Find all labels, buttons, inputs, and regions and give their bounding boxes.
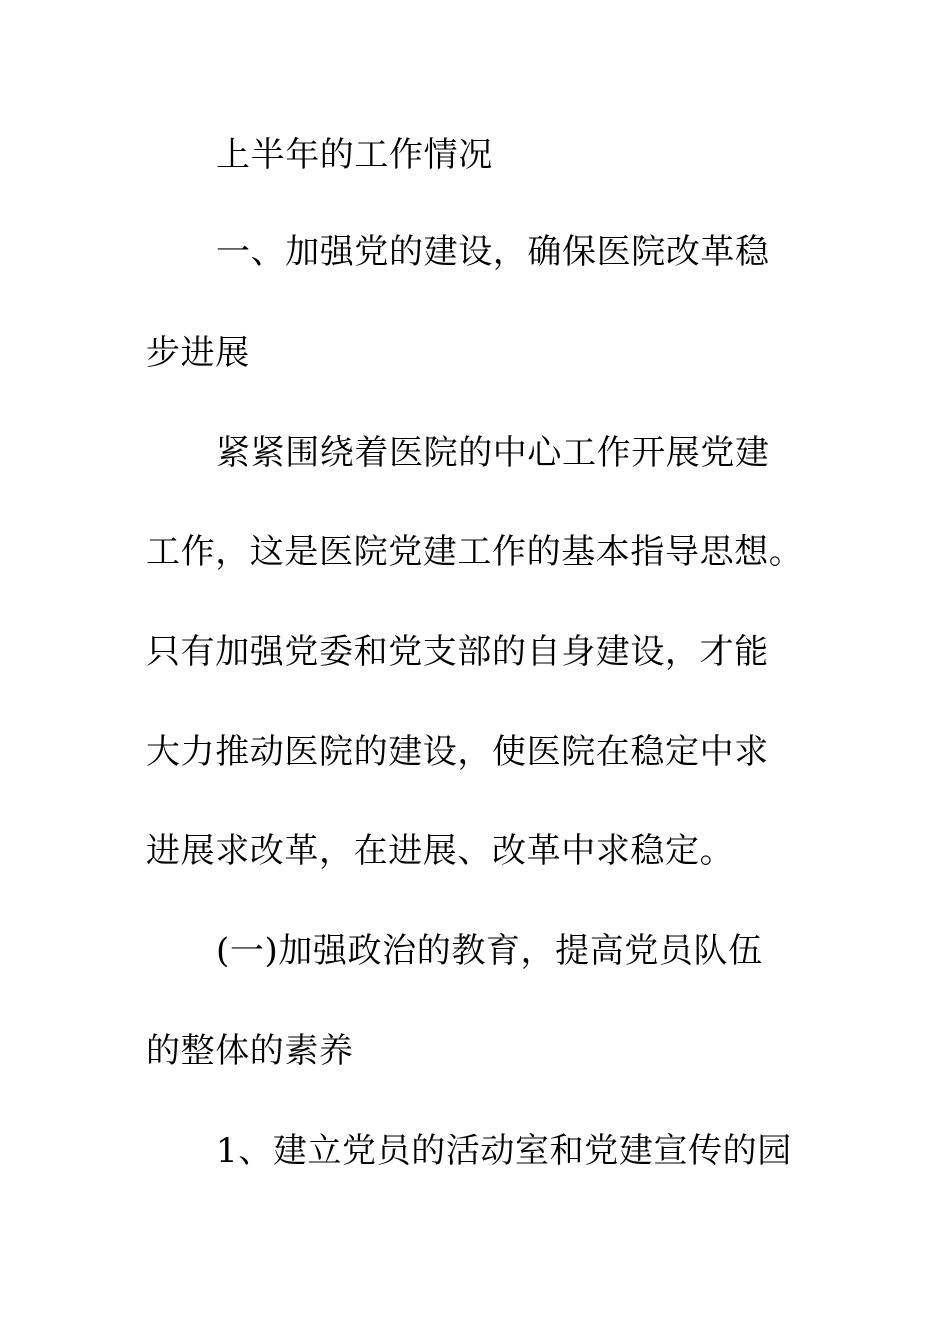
subheading-line: (一)加强政治的教育，提高党员队伍 — [216, 931, 763, 971]
paragraph-line: 进展求改革，在进展、改革中求稳定。 — [146, 831, 735, 871]
paragraph-line: 只有加强党委和党支部的自身建设，才能 — [146, 632, 769, 672]
paragraph-line: 大力推动医院的建设，使医院在稳定中求 — [146, 732, 769, 772]
heading-line: 一、加强党的建设，确保医院改革稳 — [216, 232, 770, 272]
section-title: 上半年的工作情况 — [216, 135, 493, 175]
paragraph-line: 紧紧围绕着医院的中心工作开展党建 — [216, 433, 770, 473]
paragraph-line: 工作，这是医院党建工作的基本指导思想。 — [146, 532, 804, 572]
list-item-line: 1、建立党员的活动室和党建宣传的园 — [216, 1131, 792, 1171]
subheading-line: 的整体的素养 — [146, 1031, 354, 1071]
heading-line: 步进展 — [146, 333, 250, 373]
